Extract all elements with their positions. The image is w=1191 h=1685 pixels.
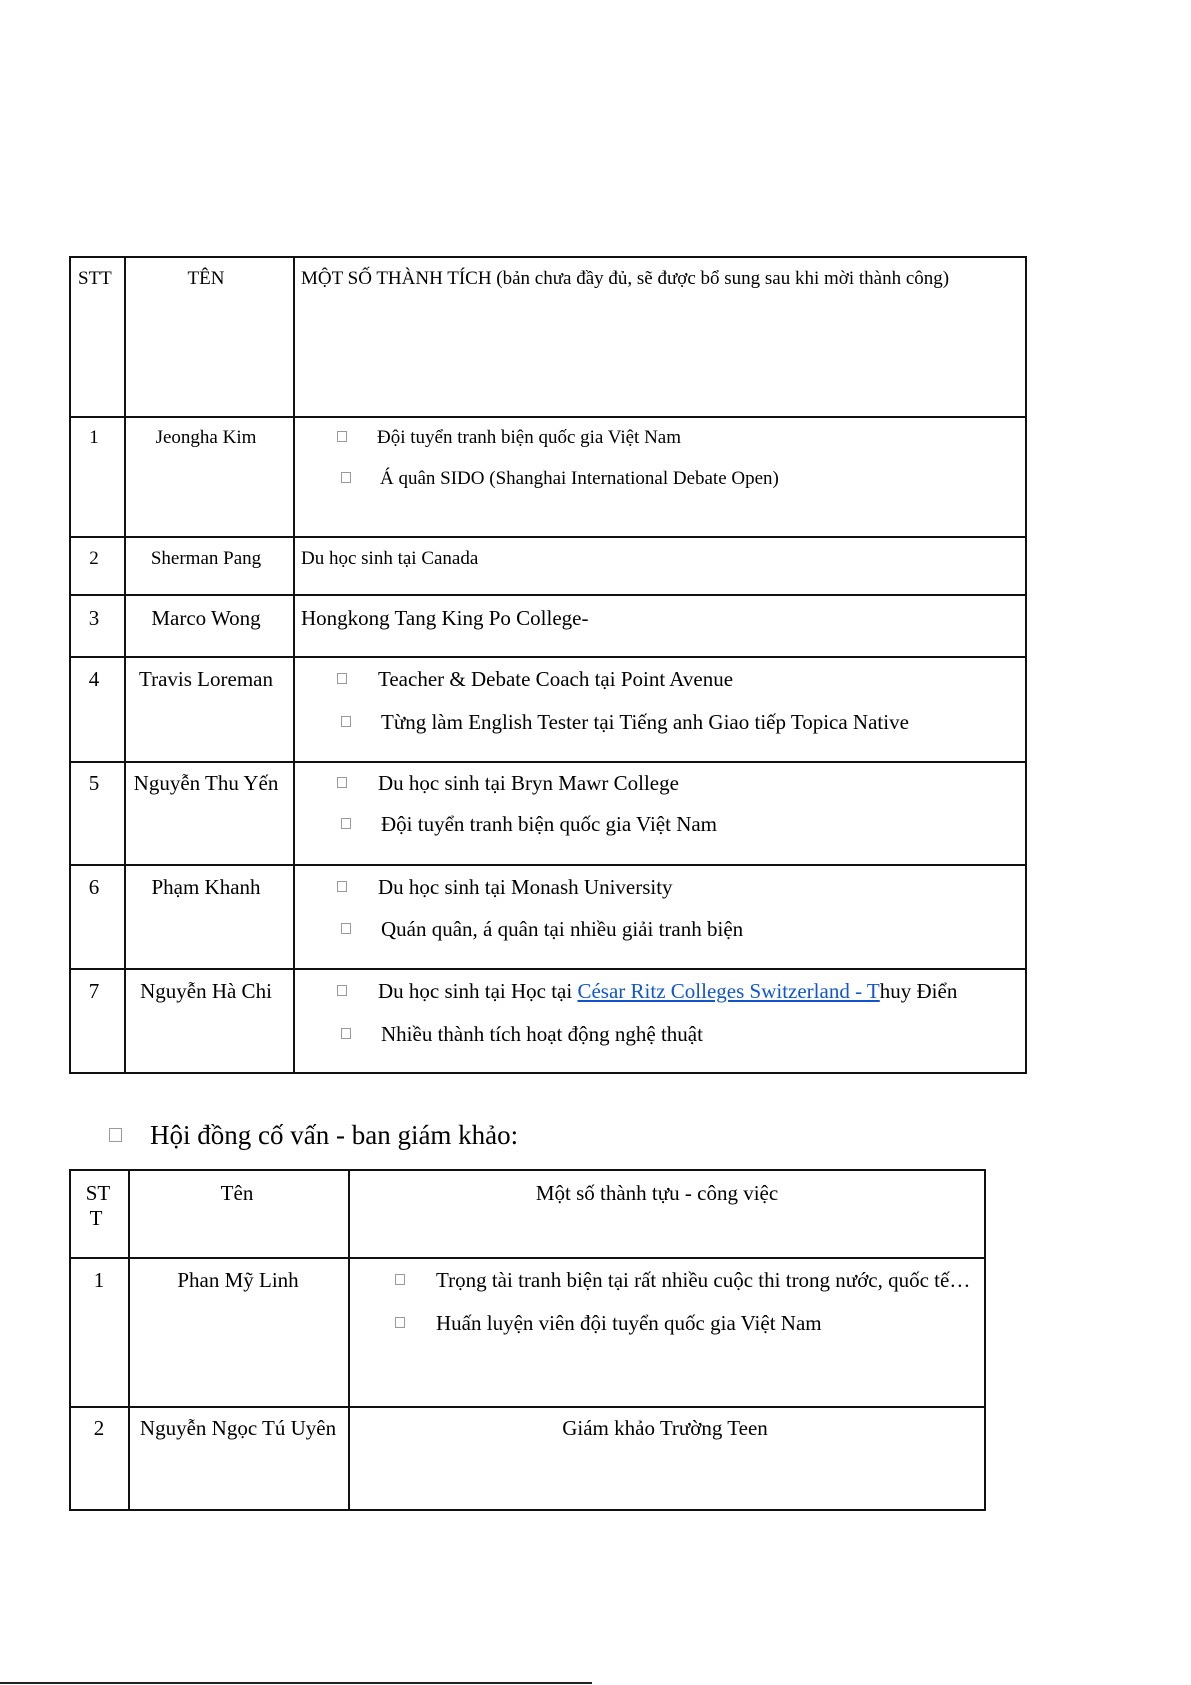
team-row-name: Jeongha Kim	[155, 427, 257, 448]
advisory-row-stt: 2	[93, 1416, 105, 1440]
team-row-name: Nguyễn Hà Chi	[140, 979, 272, 1003]
achievement-item: Du học sinh tại Monash University	[378, 875, 673, 899]
team-row-stt: 7	[88, 979, 100, 1003]
advisory-table-col-divider	[128, 1169, 130, 1511]
bullet-icon	[341, 923, 351, 934]
advisory-header-stt-wrap: T	[89, 1206, 103, 1230]
team-table-row-divider	[69, 761, 1027, 763]
advisory-table-col-divider	[348, 1169, 350, 1511]
bullet-icon	[337, 673, 347, 684]
team-table-col-divider	[293, 256, 295, 1074]
team-table-row-divider	[69, 968, 1027, 970]
work-text: Giám khảo Trường Teen	[562, 1416, 768, 1440]
team-header-achievements: MỘT SỐ THÀNH TÍCH (bản chưa đầy đủ, sẽ được bổ sung sau khi mời thành công)	[301, 268, 950, 289]
bullet-icon	[341, 1028, 351, 1039]
team-table-row-divider	[69, 416, 1027, 418]
team-row-stt: 6	[88, 875, 100, 899]
footer-divider	[0, 1682, 592, 1684]
bullet-icon	[337, 431, 347, 442]
achievement-text: Du học sinh tại Canada	[301, 548, 479, 569]
achievement-item: Á quân SIDO (Shanghai International Debate Open)	[380, 468, 779, 489]
team-header-name: TÊN	[187, 268, 225, 289]
team-row-name: Nguyễn Thu Yến	[133, 771, 279, 795]
achievement-item: Nhiều thành tích hoạt động nghệ thuật	[381, 1022, 703, 1046]
advisory-table-border	[69, 1169, 986, 1511]
bullet-icon	[341, 472, 351, 483]
advisory-row-name: Nguyễn Ngọc Tú Uyên	[139, 1416, 337, 1440]
bullet-icon	[395, 1274, 405, 1285]
achievement-item: Teacher & Debate Coach tại Point Avenue	[378, 667, 734, 691]
bullet-icon	[109, 1128, 122, 1142]
achievement-item	[378, 981, 957, 1002]
advisory-header-work: Một số thành tựu - công việc	[535, 1181, 779, 1205]
team-table-col-divider	[124, 256, 126, 1074]
advisory-header-stt: ST	[85, 1181, 111, 1205]
team-table-row-divider	[69, 864, 1027, 866]
achievement-item-suffix: huy Điển	[879, 979, 958, 1003]
college-link[interactable]: César Ritz Colleges Switzerland - T	[577, 979, 880, 1003]
achievement-item: Đội tuyển tranh biện quốc gia Việt Nam	[377, 427, 682, 448]
team-row-name: Travis Loreman	[139, 667, 273, 691]
team-row-stt: 2	[89, 548, 99, 569]
team-row-stt: 4	[88, 667, 100, 691]
achievement-text: Hongkong Tang King Po College-	[301, 606, 589, 630]
achievement-item: Từng làm English Tester tại Tiếng anh Giao tiếp Topica Native	[381, 710, 909, 734]
team-row-stt: 3	[88, 606, 100, 630]
team-header-stt: STT	[78, 268, 112, 289]
work-item: Huấn luyện viên đội tuyển quốc gia Việt Nam	[436, 1311, 822, 1335]
advisory-header-name: Tên	[220, 1181, 254, 1205]
achievement-item-prefix: Du học sinh tại Học tại	[378, 979, 578, 1003]
bullet-icon	[337, 881, 347, 892]
advisory-row-name: Phan Mỹ Linh	[177, 1268, 299, 1292]
bullet-icon	[337, 985, 347, 996]
team-table-row-divider	[69, 594, 1027, 596]
team-table-row-divider	[69, 536, 1027, 538]
team-row-name: Phạm Khanh	[151, 875, 261, 899]
team-table-border	[69, 256, 1027, 1074]
advisory-table-row-divider	[69, 1406, 986, 1408]
achievement-item: Quán quân, á quân tại nhiều giải tranh biện	[381, 917, 744, 941]
team-row-stt: 1	[89, 427, 99, 448]
achievement-item: Du học sinh tại Bryn Mawr College	[378, 771, 679, 795]
work-item: Trọng tài tranh biện tại rất nhiều cuộc thi trong nước, quốc tế…	[436, 1268, 971, 1292]
bullet-icon	[337, 777, 347, 788]
team-table-row-divider	[69, 656, 1027, 658]
achievement-item: Đội tuyển tranh biện quốc gia Việt Nam	[381, 812, 718, 836]
advisory-table-row-divider	[69, 1257, 986, 1259]
team-row-stt: 5	[88, 771, 100, 795]
bullet-icon	[395, 1317, 405, 1328]
bullet-icon	[341, 716, 351, 727]
advisory-row-stt: 1	[93, 1268, 105, 1292]
bullet-icon	[341, 818, 351, 829]
team-row-name: Marco Wong	[151, 606, 261, 630]
section-heading: Hội đồng cố vấn - ban giám khảo:	[150, 1120, 519, 1150]
team-row-name: Sherman Pang	[150, 548, 262, 569]
